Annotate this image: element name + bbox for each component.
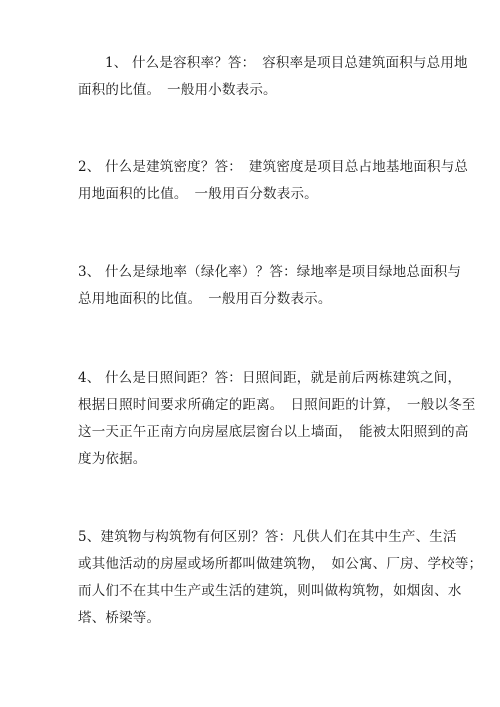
qa-item-floor-area-ratio <box>78 50 468 104</box>
paragraph-line: 4、 什么是日照间距？答：日照间距，就是前后两栋建筑之间， <box>78 370 462 386</box>
paragraph-line: 用地面积的比值。 一般用百分数表示。 <box>78 186 318 202</box>
paragraph-line: 1、 什么是容积率？答： 容积率是项目总建筑面积与总用地 <box>105 55 468 71</box>
qa-item-green-space-ratio <box>78 259 462 313</box>
paragraph-line: 度为依据。 <box>78 451 147 467</box>
paragraph-line: 而人们不在其中生产或生活的建筑，则叫做构筑物，如烟囱、水 <box>78 583 462 599</box>
paragraph-line: 5、建筑物与构筑物有何区别？答：凡供人们在其中生产、生活 <box>78 529 457 545</box>
paragraph-line: 面积的比值。 一般用小数表示。 <box>78 82 277 98</box>
paragraph-line: 根据日照时间要求所确定的距离。 日照间距的计算， 一般以冬至 <box>78 397 476 413</box>
paragraph-line: 3、 什么是绿地率（绿化率）？答：绿地率是项目绿地总面积与 <box>78 264 462 280</box>
qa-item-building-vs-structure <box>78 524 483 632</box>
paragraph-line: 总用地面积的比值。 一般用百分数表示。 <box>78 291 332 307</box>
qa-item-building-density <box>78 154 469 208</box>
paragraph-line: 2、 什么是建筑密度？答： 建筑密度是项目总占地基地面积与总 <box>78 159 469 175</box>
paragraph-line: 塔、桥梁等。 <box>78 610 161 626</box>
qa-item-sunlight-spacing <box>78 365 476 473</box>
paragraph-line: 或其他活动的房屋或场所都叫做建筑物， 如公寓、厂房、学校等； <box>78 556 483 572</box>
paragraph-line: 这一天正午正南方向房屋底层窗台以上墙面， 能被太阳照到的高 <box>78 424 469 440</box>
